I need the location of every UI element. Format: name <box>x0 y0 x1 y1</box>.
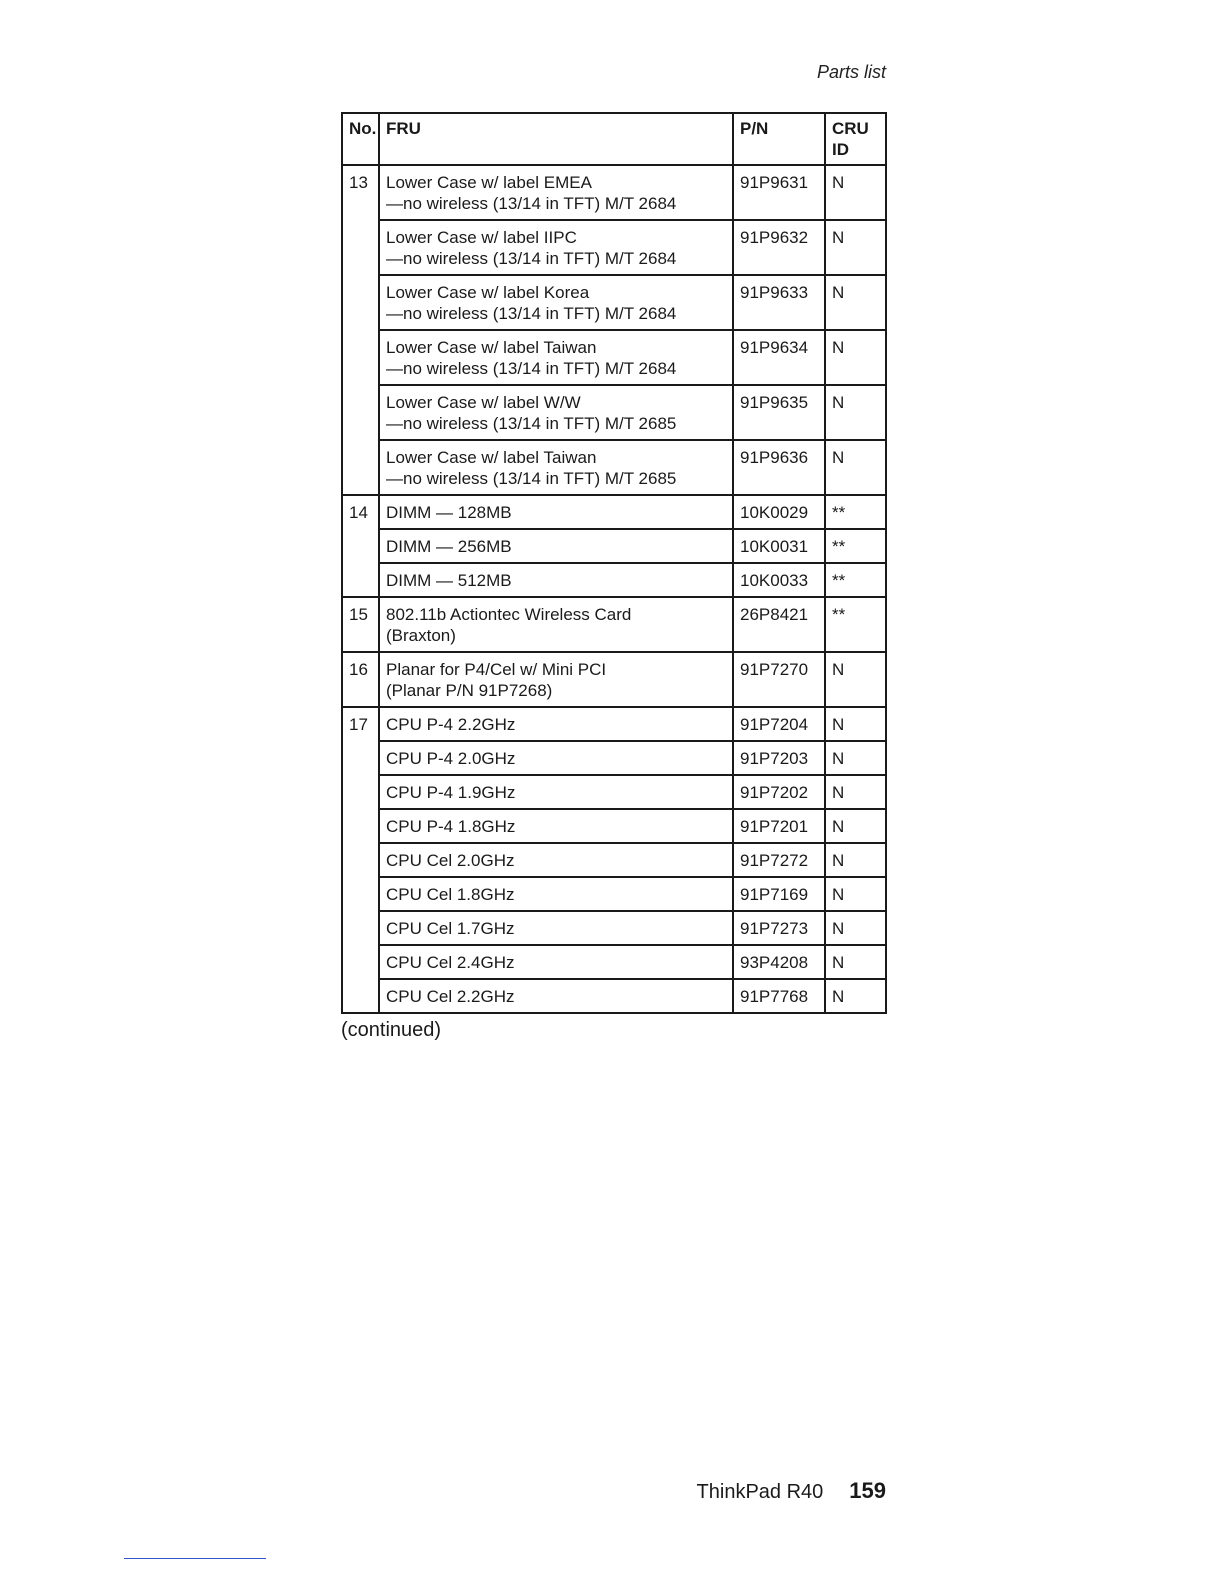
fru-description <box>379 979 733 1013</box>
table-row <box>342 563 886 597</box>
cru-id: ** <box>825 563 886 597</box>
table-row <box>342 809 886 843</box>
table-row <box>342 385 886 440</box>
column-header-pn: P/N <box>733 113 825 165</box>
fru-description <box>379 165 733 220</box>
part-number: 26P8421 <box>733 597 825 652</box>
cru-id: N <box>825 809 886 843</box>
table-row <box>342 775 886 809</box>
table-row <box>342 877 886 911</box>
fru-line: CPU P-4 2.2GHz <box>386 715 516 734</box>
fru-line: CPU P-4 1.8GHz <box>386 817 516 836</box>
fru-line: DIMM — 256MB <box>386 537 512 556</box>
fru-line: —no wireless (13/14 in TFT) M/T 2684 <box>386 304 677 323</box>
part-number: 91P9632 <box>733 220 825 275</box>
table-row <box>342 843 886 877</box>
part-number: 91P7203 <box>733 741 825 775</box>
fru-description <box>379 809 733 843</box>
fru-description <box>379 843 733 877</box>
fru-line: CPU Cel 2.4GHz <box>386 953 515 972</box>
column-header-cru-id <box>825 113 886 165</box>
continued-note: (continued) <box>341 1019 442 1041</box>
column-header-fru: FRU <box>379 113 733 165</box>
part-number: 91P9633 <box>733 275 825 330</box>
fru-line: CPU Cel 2.0GHz <box>386 851 515 870</box>
fru-description <box>379 275 733 330</box>
cru-id: N <box>825 775 886 809</box>
cru-id: ** <box>825 597 886 652</box>
footer-product: ThinkPad R40 <box>696 1481 824 1503</box>
fru-description <box>379 945 733 979</box>
cru-id: N <box>825 165 886 220</box>
fru-line: Planar for P4/Cel w/ Mini PCI <box>386 660 607 679</box>
table-row <box>342 220 886 275</box>
bottom-link-line <box>124 1558 266 1559</box>
fru-line: —no wireless (13/14 in TFT) M/T 2684 <box>386 194 677 213</box>
fru-line: CPU Cel 1.8GHz <box>386 885 515 904</box>
part-number: 10K0033 <box>733 563 825 597</box>
part-number: 91P7273 <box>733 911 825 945</box>
fru-description <box>379 440 733 495</box>
fru-description <box>379 563 733 597</box>
page-number: 159 <box>849 1478 886 1503</box>
cru-id: ** <box>825 529 886 563</box>
fru-description <box>379 597 733 652</box>
item-number: 17 <box>342 707 379 1013</box>
parts-table <box>341 112 887 1014</box>
part-number: 91P9635 <box>733 385 825 440</box>
page-footer <box>697 1478 886 1504</box>
cru-id: N <box>825 440 886 495</box>
fru-line: 802.11b Actiontec Wireless Card <box>386 605 632 624</box>
cru-header-line: CRU <box>832 119 869 138</box>
table-row <box>342 707 886 741</box>
part-number: 91P9631 <box>733 165 825 220</box>
table-row <box>342 741 886 775</box>
fru-description <box>379 911 733 945</box>
table-row <box>342 495 886 529</box>
fru-line: CPU P-4 1.9GHz <box>386 783 516 802</box>
table-row <box>342 330 886 385</box>
table-row <box>342 440 886 495</box>
fru-line: —no wireless (13/14 in TFT) M/T 2684 <box>386 249 677 268</box>
fru-description <box>379 741 733 775</box>
cru-id: N <box>825 843 886 877</box>
parts-table-body <box>342 165 886 1013</box>
fru-description <box>379 707 733 741</box>
cru-id: N <box>825 652 886 707</box>
fru-description <box>379 495 733 529</box>
table-row <box>342 165 886 220</box>
table-row <box>342 597 886 652</box>
part-number: 91P7169 <box>733 877 825 911</box>
item-number: 15 <box>342 597 379 652</box>
fru-description <box>379 877 733 911</box>
fru-line: Lower Case w/ label W/W <box>386 393 581 412</box>
fru-line: CPU P-4 2.0GHz <box>386 749 516 768</box>
part-number: 91P7202 <box>733 775 825 809</box>
cru-id: N <box>825 707 886 741</box>
fru-description <box>379 385 733 440</box>
fru-line: (Planar P/N 91P7268) <box>386 681 553 700</box>
fru-description <box>379 220 733 275</box>
fru-description <box>379 652 733 707</box>
cru-id: N <box>825 220 886 275</box>
part-number: 91P7270 <box>733 652 825 707</box>
cru-id: N <box>825 877 886 911</box>
fru-line: Lower Case w/ label IIPC <box>386 228 577 247</box>
fru-line: CPU Cel 1.7GHz <box>386 919 515 938</box>
fru-line: Lower Case w/ label Korea <box>386 283 590 302</box>
table-row <box>342 275 886 330</box>
fru-description <box>379 775 733 809</box>
part-number: 91P9634 <box>733 330 825 385</box>
table-row <box>342 529 886 563</box>
column-header-no: No. <box>342 113 379 165</box>
table-row <box>342 945 886 979</box>
fru-line: DIMM — 128MB <box>386 503 512 522</box>
part-number: 93P4208 <box>733 945 825 979</box>
fru-line: Lower Case w/ label Taiwan <box>386 448 597 467</box>
fru-line: —no wireless (13/14 in TFT) M/T 2684 <box>386 359 677 378</box>
part-number: 91P7768 <box>733 979 825 1013</box>
fru-description <box>379 330 733 385</box>
fru-line: Lower Case w/ label EMEA <box>386 173 592 192</box>
cru-header-line: ID <box>832 140 849 159</box>
item-number: 16 <box>342 652 379 707</box>
cru-id: N <box>825 979 886 1013</box>
cru-id: N <box>825 275 886 330</box>
cru-id: ** <box>825 495 886 529</box>
part-number: 91P7201 <box>733 809 825 843</box>
item-number: 14 <box>342 495 379 597</box>
cru-id: N <box>825 945 886 979</box>
part-number: 10K0031 <box>733 529 825 563</box>
cru-id: N <box>825 385 886 440</box>
table-row <box>342 911 886 945</box>
item-number: 13 <box>342 165 379 495</box>
fru-line: (Braxton) <box>386 626 456 645</box>
part-number: 10K0029 <box>733 495 825 529</box>
part-number: 91P9636 <box>733 440 825 495</box>
cru-id: N <box>825 741 886 775</box>
fru-line: Lower Case w/ label Taiwan <box>386 338 597 357</box>
fru-line: DIMM — 512MB <box>386 571 512 590</box>
section-header: Parts list <box>816 62 886 82</box>
cru-id: N <box>825 330 886 385</box>
fru-line: CPU Cel 2.2GHz <box>386 987 515 1006</box>
table-row <box>342 652 886 707</box>
table-row <box>342 979 886 1013</box>
part-number: 91P7204 <box>733 707 825 741</box>
part-number: 91P7272 <box>733 843 825 877</box>
table-header-row <box>342 113 886 165</box>
fru-line: —no wireless (13/14 in TFT) M/T 2685 <box>386 469 677 488</box>
cru-id: N <box>825 911 886 945</box>
fru-description <box>379 529 733 563</box>
fru-line: —no wireless (13/14 in TFT) M/T 2685 <box>386 414 677 433</box>
